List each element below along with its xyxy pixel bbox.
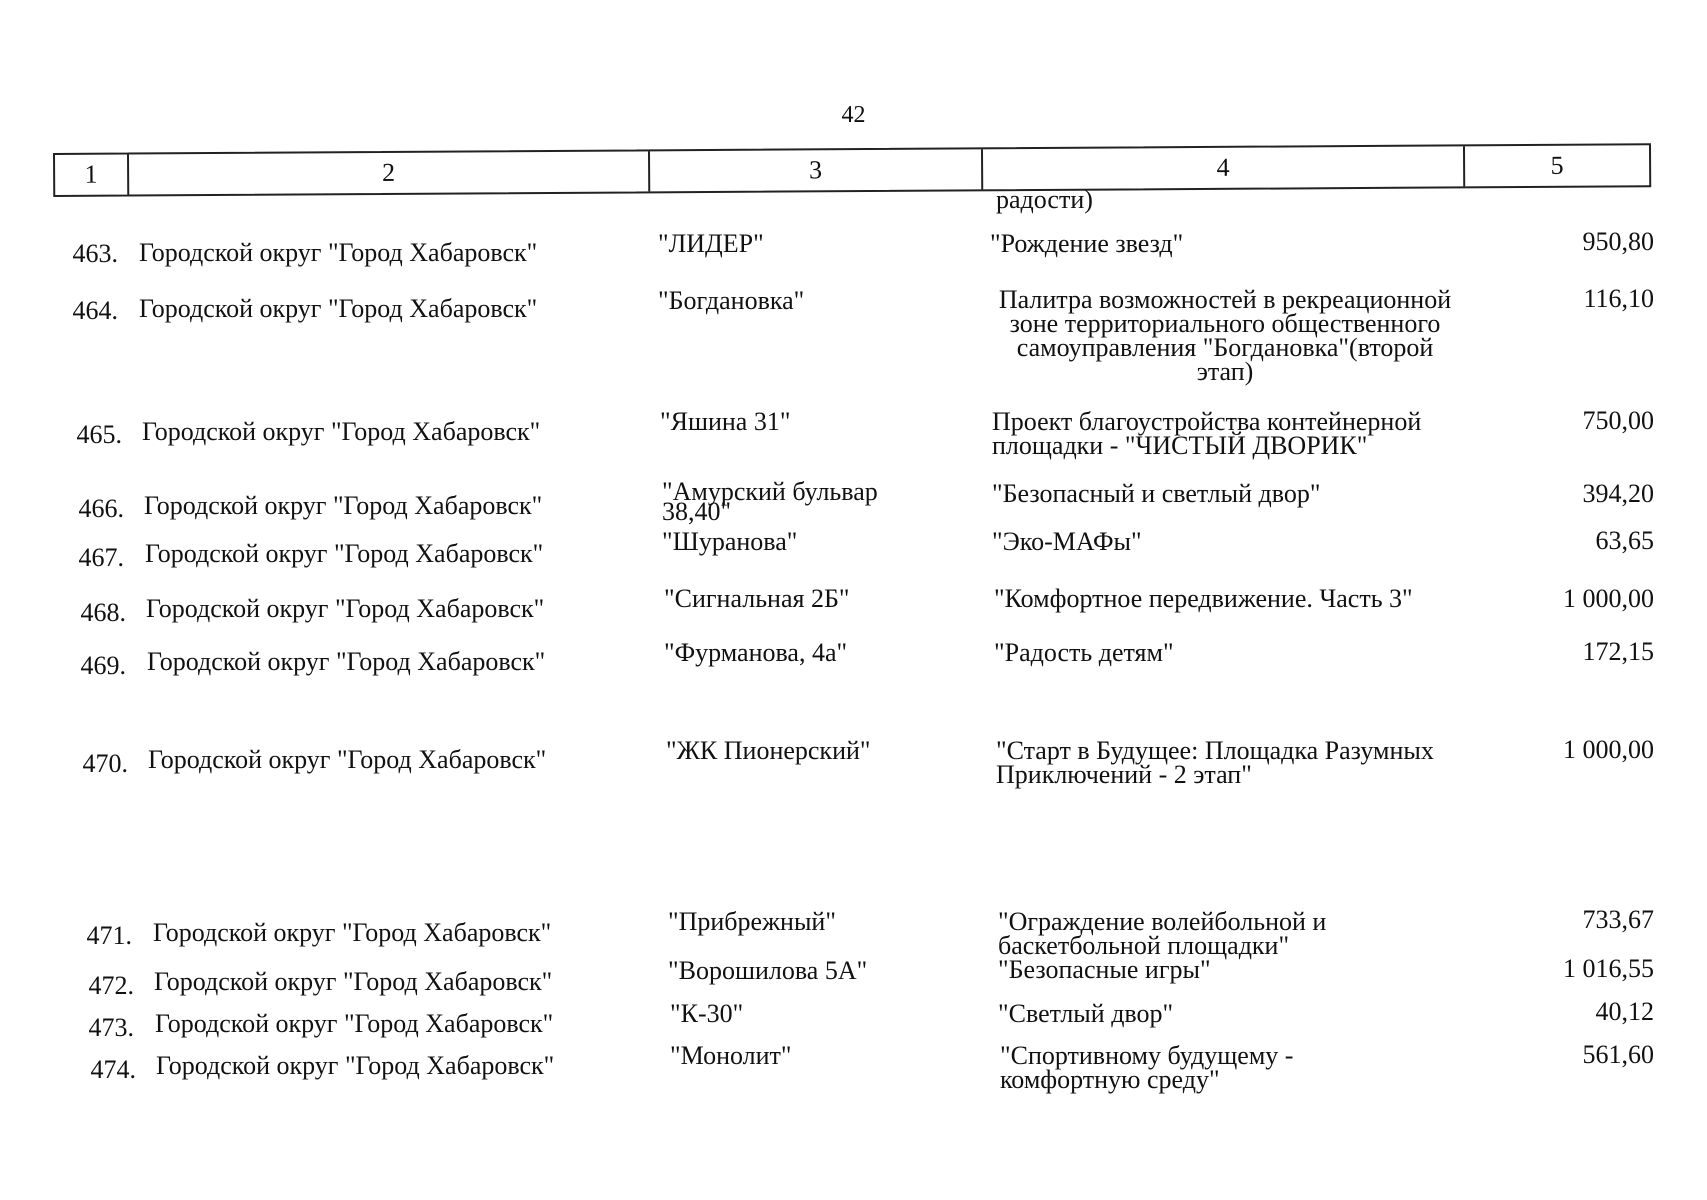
row-district: Городской округ "Город Хабаровск" xyxy=(146,594,545,623)
row-name: "Сигнальная 2Б" xyxy=(664,584,850,613)
row-project: "Спортивному будущему - комфортную среду" xyxy=(1000,1041,1294,1094)
row-amount: 1 000,00 xyxy=(1563,735,1654,764)
row-number: 464. xyxy=(72,296,118,325)
row-district: Городской округ "Город Хабаровск" xyxy=(139,294,538,323)
continuation-text: радости) xyxy=(996,185,1093,214)
row-name: "ЖК Пионерский" xyxy=(666,736,871,765)
row-project: "Ограждение волейбольной и баскетбольной площадки" xyxy=(998,907,1327,960)
row-amount: 116,10 xyxy=(1583,284,1654,313)
row-district: Городской округ "Город Хабаровск" xyxy=(154,967,553,996)
row-district: Городской округ "Город Хабаровск" xyxy=(145,539,544,568)
row-number: 469. xyxy=(80,651,126,680)
row-number: 468. xyxy=(80,598,126,627)
row-number: 465. xyxy=(76,420,122,449)
row-amount: 1 016,55 xyxy=(1563,954,1654,983)
row-district: Городской округ "Город Хабаровск" xyxy=(144,491,543,520)
row-name: "К-30" xyxy=(670,999,744,1028)
row-name: "Фурманова, 4а" xyxy=(664,638,848,667)
row-name: "Монолит" xyxy=(670,1041,792,1070)
row-amount: 40,12 xyxy=(1595,997,1654,1026)
row-name: "ЛИДЕР" xyxy=(658,229,764,258)
row-name: "Ворошилова 5А" xyxy=(668,956,868,985)
page-number: 42 xyxy=(841,102,866,128)
row-district: Городской округ "Город Хабаровск" xyxy=(147,647,546,676)
row-number: 470. xyxy=(82,749,128,778)
header-col-1: 1 xyxy=(55,155,129,195)
row-amount: 172,15 xyxy=(1582,637,1654,666)
row-name: "Шуранова" xyxy=(662,527,798,556)
row-project: "Безопасный и светлый двор" xyxy=(992,479,1321,508)
row-number: 474. xyxy=(90,1055,136,1084)
row-amount: 561,60 xyxy=(1582,1040,1654,1069)
row-project: Проект благоустройства контейнерной площадки - "ЧИСТЫЙ ДВОРИК" xyxy=(992,407,1422,460)
row-name: "Яшина 31" xyxy=(660,407,791,436)
row-number: 471. xyxy=(86,921,132,950)
row-amount: 733,67 xyxy=(1582,905,1654,934)
row-amount: 1 000,00 xyxy=(1563,584,1654,613)
header-col-3: 3 xyxy=(650,149,983,191)
header-col-5: 5 xyxy=(1550,150,1564,180)
row-number: 472. xyxy=(88,971,134,1000)
row-project: "Рождение звезд" xyxy=(990,229,1184,258)
row-district: Городской округ "Город Хабаровск" xyxy=(153,918,552,947)
row-number: 463. xyxy=(72,239,118,268)
row-project: "Комфортное передвижение. Часть 3" xyxy=(994,584,1413,613)
header-col-4: 4 xyxy=(983,146,1465,189)
row-district: Городской округ "Город Хабаровск" xyxy=(142,417,541,446)
table-header xyxy=(53,143,1651,197)
row-amount: 63,65 xyxy=(1595,526,1654,555)
row-project: "Светлый двор" xyxy=(998,999,1174,1028)
row-project: "Эко-МАФы" xyxy=(992,527,1142,556)
row-project: Палитра возможностей в рекреационной зоне территориального общественного самоуправления "Богдановка"(второй этап) xyxy=(998,285,1452,386)
row-amount: 394,20 xyxy=(1582,479,1654,508)
row-amount: 950,80 xyxy=(1582,227,1654,256)
row-number: 466. xyxy=(78,494,124,523)
row-name: "Прибрежный" xyxy=(668,907,836,936)
row-project: "Старт в Будущее: Площадка Разумных Приключений - 2 этап" xyxy=(996,736,1434,789)
row-district: Городской округ "Город Хабаровск" xyxy=(155,1009,554,1038)
row-amount: 750,00 xyxy=(1582,406,1654,435)
header-col-2: 2 xyxy=(129,151,650,194)
row-district: Городской округ "Город Хабаровск" xyxy=(139,238,538,267)
row-number: 473. xyxy=(88,1013,134,1042)
row-project: "Радость детям" xyxy=(994,638,1174,667)
row-name: "Богдановка" xyxy=(658,286,805,315)
row-name: "Амурский бульвар 38,40" xyxy=(662,477,878,526)
row-district: Городской округ "Город Хабаровск" xyxy=(156,1051,555,1080)
row-project: "Безопасные игры" xyxy=(998,955,1211,984)
row-number: 467. xyxy=(78,543,124,572)
row-district: Городской округ "Город Хабаровск" xyxy=(148,745,547,774)
